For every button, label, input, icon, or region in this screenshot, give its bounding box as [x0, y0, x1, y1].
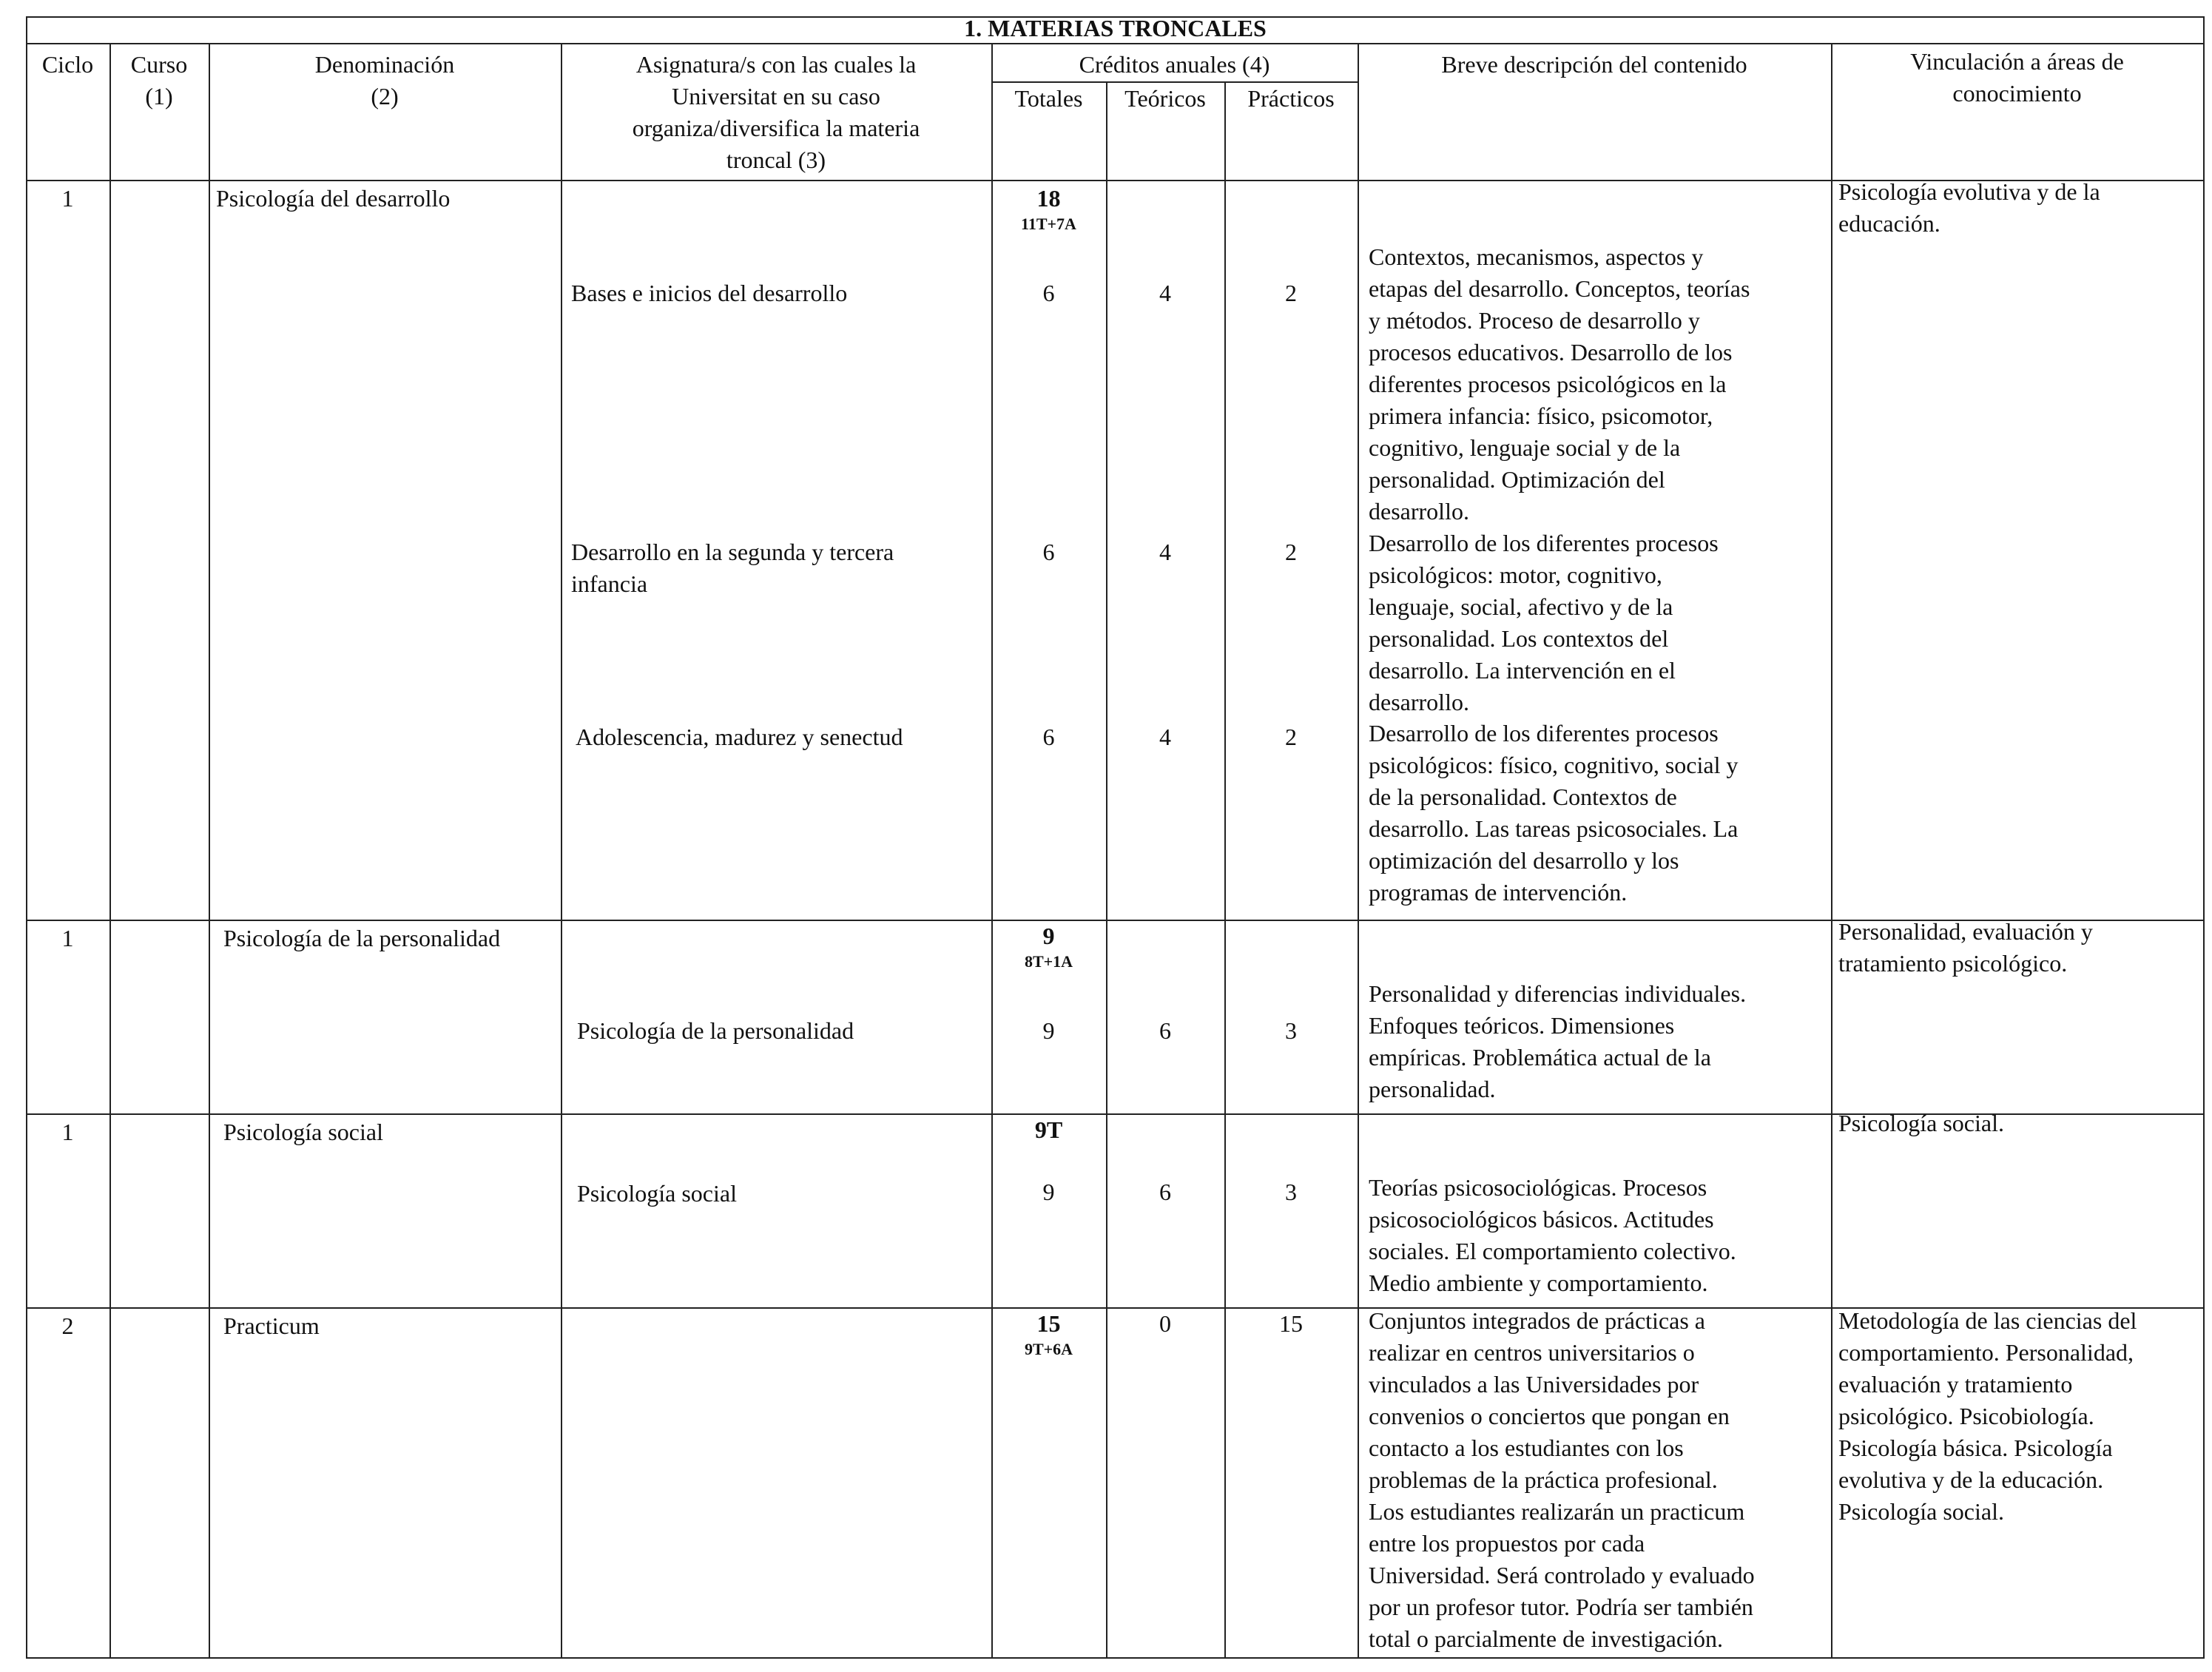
subject-name: infancia	[571, 570, 648, 597]
row-total-detail: 8T+1A	[1024, 952, 1073, 971]
description-line: entre los propuestos por cada	[1369, 1530, 1645, 1557]
description-line: Universidad. Será controlado y evaluado	[1369, 1562, 1755, 1588]
description-line: Contextos, mecanismos, aspectos y	[1369, 243, 1704, 270]
subject-name: Bases e inicios del desarrollo	[571, 280, 848, 306]
subject-practicos: 3	[1285, 1179, 1297, 1205]
subject-totales: 6	[1042, 280, 1055, 306]
subject-name: Adolescencia, madurez y senectud	[576, 724, 903, 750]
description-line: de la personalidad. Contextos de	[1369, 783, 1677, 810]
description-line: desarrollo. La intervención en el	[1369, 657, 1676, 684]
description-line: diferentes procesos psicológicos en la	[1369, 371, 1727, 397]
description-line: personalidad. Los contextos del	[1369, 625, 1669, 652]
subject-practicos: 2	[1285, 539, 1297, 565]
row-denominacion: Practicum	[223, 1312, 320, 1339]
description-line: etapas del desarrollo. Conceptos, teorías	[1369, 275, 1750, 302]
description-line: problemas de la práctica profesional.	[1369, 1466, 1718, 1493]
description-line: realizar en centros universitarios o	[1369, 1339, 1695, 1366]
col-border-9	[2203, 16, 2205, 1659]
description-line: Enfoques teóricos. Dimensiones	[1369, 1012, 1675, 1039]
description-line: convenios o conciertos que pongan en	[1369, 1403, 1730, 1429]
row-area-line: tratamiento psicológico.	[1838, 950, 2068, 977]
subject-name: Psicología de la personalidad	[577, 1017, 854, 1044]
subject-teoricos: 6	[1159, 1179, 1171, 1205]
subject-practicos: 3	[1285, 1017, 1297, 1044]
description-line: total o parcialmente de investigación.	[1369, 1625, 1723, 1652]
header-vinculacion-line: conocimiento	[1952, 80, 2082, 107]
description-line: vinculados a las Universidades por	[1369, 1371, 1699, 1398]
row-ciclo: 1	[61, 925, 74, 951]
description-line: Los estudiantes realizarán un practicum	[1369, 1498, 1745, 1525]
header-asignaturas-line: troncal (3)	[726, 146, 826, 173]
row-ciclo: 1	[61, 185, 74, 212]
description-line: Desarrollo de los diferentes procesos	[1369, 720, 1719, 746]
table-title: 1. MATERIAS TRONCALES	[964, 15, 1267, 41]
subject-totales: 6	[1042, 724, 1055, 750]
header-teoricos: Teóricos	[1124, 85, 1206, 112]
row-total: 15	[1036, 1310, 1061, 1337]
header-totales: Totales	[1014, 85, 1083, 112]
row-area-line: educación.	[1838, 210, 1940, 237]
row-denominacion: Psicología social	[223, 1119, 383, 1145]
row-practicos: 15	[1279, 1310, 1303, 1337]
row-denominacion: Psicología del desarrollo	[216, 185, 451, 212]
subject-name: Psicología social	[577, 1180, 737, 1207]
description-line: Personalidad y diferencias individuales.	[1369, 980, 1747, 1007]
description-line: primera infancia: físico, psicomotor,	[1369, 402, 1713, 429]
header-asignaturas-line: Universitat en su caso	[672, 83, 880, 109]
row-area-line: Personalidad, evaluación y	[1838, 918, 2093, 945]
description-line: por un profesor tutor. Podría ser también	[1369, 1594, 1753, 1620]
row-area-line: Psicología evolutiva y de la	[1838, 178, 2100, 205]
description-line: sociales. El comportamiento colectivo.	[1369, 1238, 1736, 1264]
description-line: Teorías psicosociológicas. Procesos	[1369, 1174, 1707, 1201]
subject-teoricos: 4	[1159, 724, 1171, 750]
header-vinculacion-line: Vinculación a áreas de	[1910, 48, 2124, 75]
col-border-5	[1106, 81, 1107, 1659]
description-line: psicológicos: motor, cognitivo,	[1369, 562, 1662, 588]
row-total: 9T	[1034, 1116, 1063, 1143]
description-line: psicológicos: físico, cognitivo, social y	[1369, 752, 1739, 778]
subject-totales: 9	[1042, 1179, 1055, 1205]
col-border-3	[561, 43, 562, 1659]
description-line: personalidad. Optimización del	[1369, 466, 1665, 493]
subject-teoricos: 4	[1159, 539, 1171, 565]
description-line: contacto a los estudiantes con los	[1369, 1435, 1684, 1461]
row-ciclo: 1	[61, 1119, 74, 1145]
row-total: 18	[1036, 185, 1061, 212]
row-area-line: Psicología social.	[1838, 1498, 2004, 1525]
row-teoricos: 0	[1159, 1310, 1171, 1337]
header-asignaturas-line: Asignatura/s con las cuales la	[635, 51, 917, 78]
row-area-line: evolutiva y de la educación.	[1838, 1466, 2104, 1493]
description-line: cognitivo, lenguaje social y de la	[1369, 434, 1681, 461]
header-denominacion: Denominación	[314, 51, 455, 78]
header-ciclo: Ciclo	[41, 51, 94, 78]
description-line: desarrollo.	[1369, 689, 1469, 715]
description-line: empíricas. Problemática actual de la	[1369, 1044, 1711, 1071]
header-creditos: Créditos anuales (4)	[1079, 51, 1270, 78]
row-total-detail: 9T+6A	[1024, 1340, 1073, 1358]
description-line: Conjuntos integrados de prácticas a	[1369, 1307, 1705, 1334]
row-total-detail: 11T+7A	[1021, 215, 1076, 233]
description-line: personalidad.	[1369, 1076, 1496, 1102]
description-line: Desarrollo de los diferentes procesos	[1369, 530, 1719, 556]
row-denominacion: Psicología de la personalidad	[223, 925, 501, 951]
row-area-line: evaluación y tratamiento	[1838, 1371, 2073, 1398]
row-area-line: Psicología social.	[1838, 1110, 2004, 1136]
description-line: optimización del desarrollo y los	[1369, 847, 1679, 874]
description-line: programas de intervención.	[1369, 879, 1628, 906]
header-denominacion-note: (2)	[371, 83, 399, 109]
row-ciclo: 2	[61, 1312, 74, 1339]
description-line: desarrollo.	[1369, 498, 1469, 525]
subject-totales: 6	[1042, 539, 1055, 565]
header-practicos: Prácticos	[1247, 85, 1335, 112]
header-curso: Curso	[130, 51, 188, 78]
row-area-line: Metodología de las ciencias del	[1838, 1307, 2137, 1334]
row-area-line: Psicología básica. Psicología	[1838, 1435, 2113, 1461]
subject-teoricos: 4	[1159, 280, 1171, 306]
description-line: desarrollo. Las tareas psicosociales. La	[1369, 815, 1739, 842]
row-total: 9	[1042, 923, 1055, 949]
subject-totales: 9	[1042, 1017, 1055, 1044]
col-border-1	[109, 43, 111, 1659]
row-area-line: psicológico. Psicobiología.	[1838, 1403, 2094, 1429]
row-area-line: comportamiento. Personalidad,	[1838, 1339, 2134, 1366]
col-border-2	[209, 43, 210, 1659]
subject-name: Desarrollo en la segunda y tercera	[571, 539, 894, 565]
col-border-7	[1358, 43, 1359, 1659]
subject-teoricos: 6	[1159, 1017, 1171, 1044]
header-curso-note: (1)	[145, 83, 173, 109]
description-line: lenguaje, social, afectivo y de la	[1369, 593, 1673, 620]
description-line: y métodos. Proceso de desarrollo y	[1369, 307, 1700, 334]
subject-practicos: 2	[1285, 280, 1297, 306]
description-line: psicosociológicos básicos. Actitudes	[1369, 1206, 1714, 1233]
col-border-6	[1224, 81, 1226, 1659]
col-border-8	[1831, 43, 1832, 1659]
subject-practicos: 2	[1285, 724, 1297, 750]
header-descripcion: Breve descripción del contenido	[1441, 51, 1747, 78]
description-line: Medio ambiente y comportamiento.	[1369, 1270, 1708, 1296]
col-border-0	[26, 16, 27, 1659]
table-bottom-border	[26, 1657, 2205, 1659]
header-asignaturas-line: organiza/diversifica la materia	[632, 115, 920, 141]
description-line: procesos educativos. Desarrollo de los	[1369, 339, 1733, 365]
